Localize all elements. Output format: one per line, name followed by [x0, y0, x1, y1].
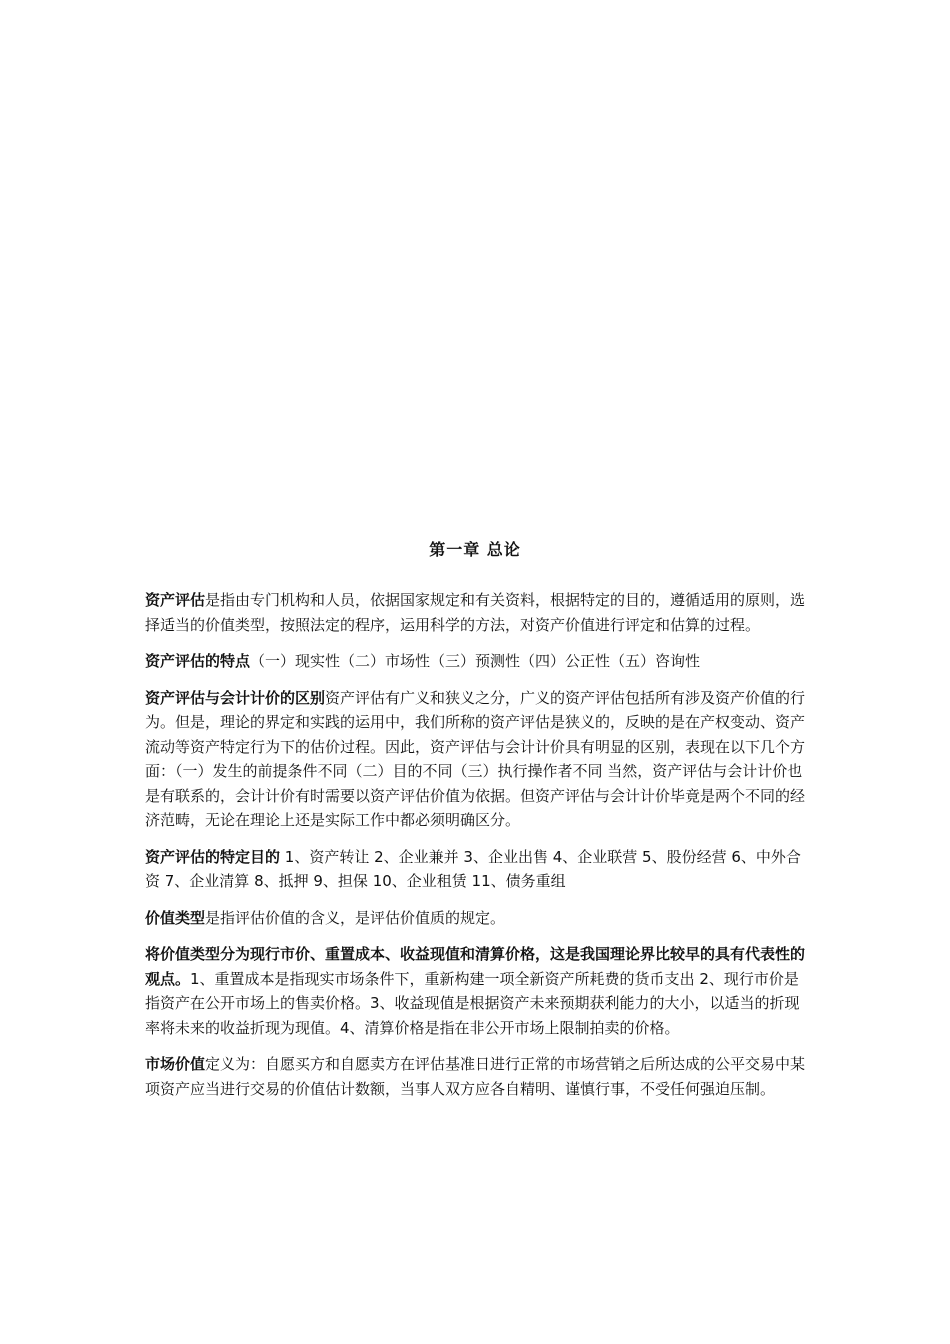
document-body: [145, 588, 809, 1113]
paragraph-text: 是指评估价值的含义，是评估价值质的规定。: [205, 908, 506, 927]
paragraph-asset-appraisal-definition: [145, 588, 809, 637]
paragraph-appraisal-vs-accounting: [145, 686, 809, 833]
paragraph-value-type-classification: [145, 942, 809, 1040]
term-label: 市场价值: [145, 1055, 206, 1073]
paragraph-appraisal-characteristics: [145, 649, 809, 674]
term-label: 资产评估: [145, 591, 206, 609]
paragraph-text: 定义为：自愿买方和自愿卖方在评估基准日进行正常的市场营销之后所达成的公平交易中某项资产应当进行交易的价值估计数额，当事人双方应各自精明、谨慎行事，不受任何强迫压制。: [145, 1055, 806, 1098]
paragraph-specific-purposes: [145, 845, 809, 894]
paragraph-value-type: [145, 906, 809, 931]
term-label: 将价值类型分为现行市价、重置成本、收益现值和清算价格，这是我国理论界比较早的具有代表性的观点。: [145, 945, 806, 988]
paragraph-text: （一）现实性（二）市场性（三）预测性（四）公正性（五）咨询性: [250, 652, 701, 670]
paragraph-text: 1、重置成本是指现实市场条件下，重新构建一项全新资产所耗费的货币支出 2、现行市价是指资产在公开市场上的售卖价格。3、收益现值是根据资产未来预期获利能力的大小，以适当的折现率将未来的收益折现为现值。4、清算价格是指在非公开市场上限制拍卖的价格。: [145, 969, 800, 1037]
term-label: 价值类型: [145, 908, 206, 927]
term-label: 资产评估的特点: [145, 652, 251, 670]
chapter-title: 第一章 总论: [429, 540, 521, 559]
term-label: 资产评估的特定目的: [145, 847, 281, 866]
paragraph-text: 是指由专门机构和人员，依据国家规定和有关资料，根据特定的目的，遵循适用的原则，选择适当的价值类型，按照法定的程序，运用科学的方法，对资产价值进行评定和估算的过程。: [145, 591, 806, 634]
term-label: 资产评估与会计计价的区别: [145, 688, 326, 707]
paragraph-market-value: [145, 1052, 809, 1101]
paragraph-text: 资产评估有广义和狭义之分，广义的资产评估包括所有涉及资产价值的行为。但是，理论的界定和实践的运用中，我们所称的资产评估是狭义的，反映的是在产权变动、资产流动等资产特定行为下的估价过程。因此，资产评估与会计计价具有明显的区别，表现在以下几个方面：（一）发生的前提条件不同（二）目的不同（三）执行操作者不同 当然，资产评估与会计计价也是有联系的，会计计价有时需要以资产评估价值为依据。但资产评估与会计计价毕竟是两个不同的经济范畴，无论在理论上还是实际工作中都必须明确区分。: [145, 688, 806, 829]
paragraph-text: 1、资产转让 2、企业兼并 3、企业出售 4、企业联营 5、股份经营 6、中外合资 7、企业清算 8、抵押 9、担保 10、企业租赁 11、债务重组: [145, 847, 801, 890]
